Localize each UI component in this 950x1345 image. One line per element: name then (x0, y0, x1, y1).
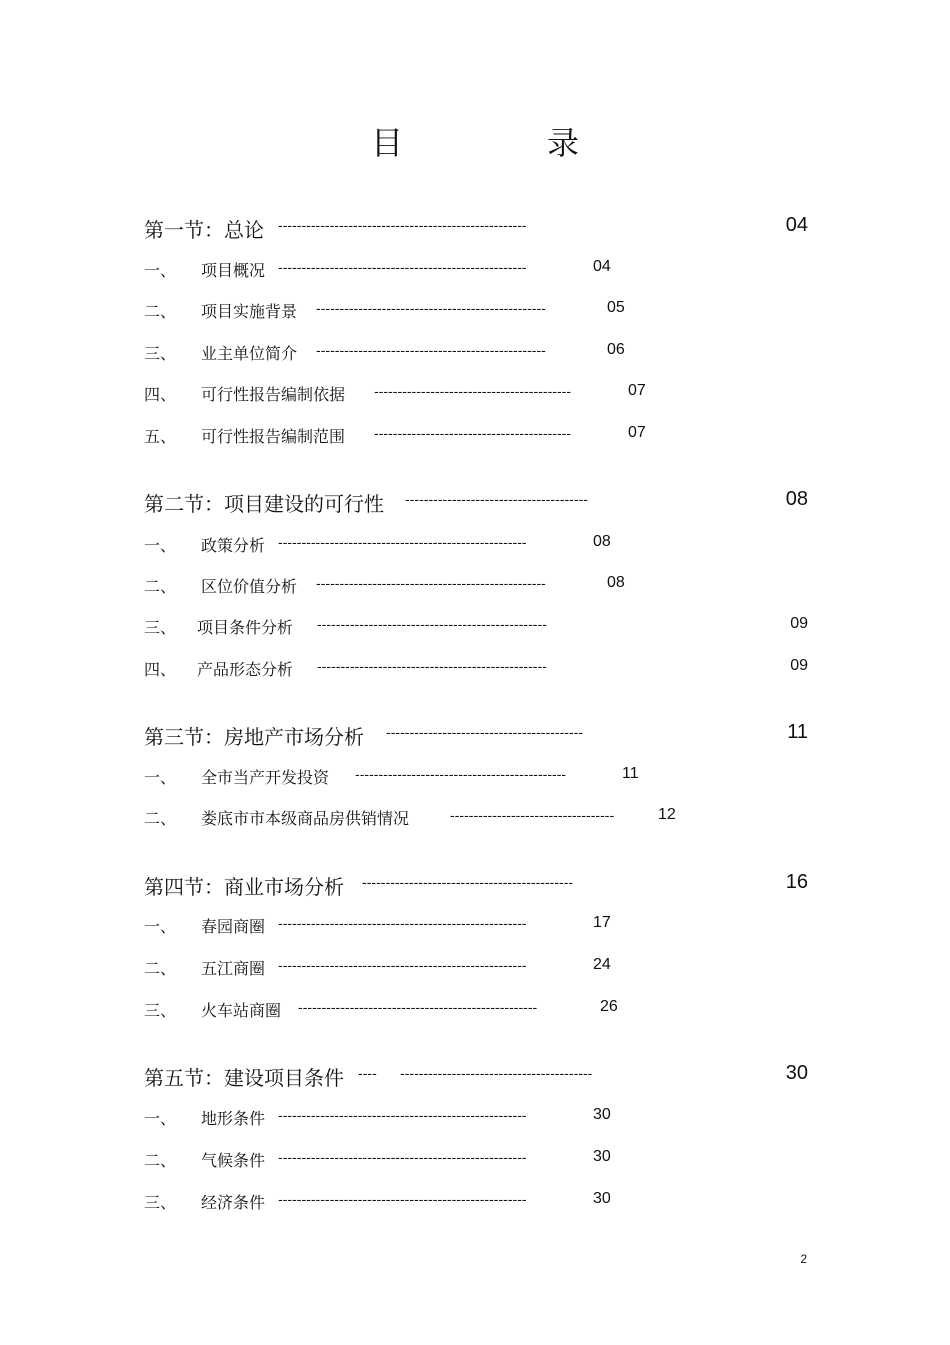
toc-item-number: 一、 (144, 536, 177, 555)
leader-dashes: ----------------------------------------------------- (278, 917, 527, 932)
toc-item-page: 06 (607, 341, 625, 358)
leader-dashes: ----------------------------------------------------- (278, 1109, 527, 1124)
toc-item-name: 春园商圈 (201, 917, 266, 936)
toc-item-page: 05 (607, 299, 625, 316)
toc-item-name: 项目概况 (201, 261, 266, 280)
leader-dashes: ----------------------------------------------------- (278, 1151, 527, 1166)
toc-item-number: 四、 (144, 385, 177, 404)
toc-item-name: 全市当产开发投资 (201, 768, 330, 787)
toc-item-name: 地形条件 (201, 1109, 266, 1128)
leader-dashes: --------------------------------------------------- (298, 1001, 538, 1016)
toc-item-number: 二、 (144, 577, 177, 596)
toc-item-page: 08 (593, 533, 611, 550)
toc-item-name: 火车站商圈 (201, 1001, 282, 1020)
leader-dashes: ----------------------------------------------------- (278, 219, 527, 234)
toc-item-name: 政策分析 (201, 536, 266, 555)
toc-item-name: 项目实施背景 (201, 302, 298, 321)
toc-item-number: 一、 (144, 1109, 177, 1128)
leader-dashes-short: ---- (358, 1067, 377, 1082)
toc-item-page: 30 (593, 1106, 611, 1123)
leader-dashes: ----------------------------------------- (400, 1067, 593, 1082)
leader-dashes: ------------------------------------------------- (316, 302, 546, 317)
leader-dashes: ----------------------------------------------------- (278, 1193, 527, 1208)
toc-section-label: 第二节：项目建设的可行性 (144, 492, 384, 516)
toc-item-number: 一、 (144, 768, 177, 787)
leader-dashes: --------------------------------------- (405, 493, 588, 508)
toc-item-number: 三、 (144, 1001, 177, 1020)
toc-item-number: 三、 (144, 1193, 177, 1212)
toc-item-page: 30 (593, 1190, 611, 1207)
toc-item-page: 26 (600, 998, 618, 1015)
toc-item-page: 08 (607, 574, 625, 591)
toc-title: 目 录 (370, 124, 635, 162)
leader-dashes: ----------------------------------------------------- (278, 261, 527, 276)
toc-section-label: 第三节：房地产市场分析 (144, 725, 364, 749)
toc-item-name: 可行性报告编制范围 (201, 427, 346, 446)
toc-section-page: 08 (785, 488, 808, 510)
leader-dashes: ------------------------------------------ (386, 726, 584, 741)
toc-section-page: 11 (787, 721, 808, 743)
leader-dashes: ------------------------------------------------- (317, 660, 547, 675)
toc-item-number: 二、 (144, 1151, 177, 1170)
toc-item-name: 五江商圈 (201, 959, 266, 978)
toc-section-label: 第四节：商业市场分析 (144, 875, 344, 899)
toc-item-number: 五、 (144, 427, 177, 446)
leader-dashes: ------------------------------------------ (374, 385, 572, 400)
toc-section-page: 16 (785, 871, 808, 893)
toc-section-label: 第一节：总论 (144, 218, 264, 242)
toc-item-number: 一、 (144, 261, 177, 280)
toc-item-number: 二、 (144, 302, 177, 321)
toc-item-page: 11 (622, 765, 639, 782)
toc-item-page: 07 (628, 424, 646, 441)
toc-item-number: 一、 (144, 917, 177, 936)
toc-item-page: 07 (628, 382, 646, 399)
toc-item-name: 项目条件分析 (197, 618, 294, 637)
toc-item-name: 产品形态分析 (197, 660, 294, 679)
toc-item-number: 三、 (144, 344, 177, 363)
page-number: 2 (800, 1252, 807, 1266)
leader-dashes: ----------------------------------- (450, 809, 615, 824)
toc-item-number: 三、 (144, 618, 177, 637)
toc-section-page: 30 (785, 1062, 808, 1084)
toc-item-number: 二、 (144, 809, 177, 828)
toc-item-page: 04 (593, 258, 611, 275)
leader-dashes: ----------------------------------------------------- (278, 536, 527, 551)
toc-item-page: 09 (790, 657, 808, 674)
leader-dashes: --------------------------------------------- (362, 876, 574, 891)
toc-item-name: 可行性报告编制依据 (201, 385, 346, 404)
toc-section-page: 04 (785, 214, 808, 236)
toc-item-name: 娄底市市本级商品房供销情况 (201, 809, 410, 828)
toc-item-page: 12 (658, 806, 676, 823)
toc-item-name: 区位价值分析 (201, 577, 298, 596)
leader-dashes: ------------------------------------------------- (317, 618, 547, 633)
toc-item-name: 业主单位简介 (201, 344, 298, 363)
toc-section-label: 第五节：建设项目条件 (144, 1066, 344, 1090)
toc-item-page: 30 (593, 1148, 611, 1165)
toc-item-name: 经济条件 (201, 1193, 266, 1212)
leader-dashes: ------------------------------------------ (374, 427, 572, 442)
toc-item-name: 气候条件 (201, 1151, 266, 1170)
toc-item-page: 17 (593, 914, 611, 931)
toc-item-page: 24 (593, 956, 611, 973)
toc-item-page: 09 (790, 615, 808, 632)
toc-item-number: 二、 (144, 959, 177, 978)
leader-dashes: ----------------------------------------------------- (278, 959, 527, 974)
leader-dashes: ------------------------------------------------- (316, 344, 546, 359)
leader-dashes: ------------------------------------------------- (316, 577, 546, 592)
leader-dashes: --------------------------------------------- (355, 768, 567, 783)
toc-item-number: 四、 (144, 660, 177, 679)
